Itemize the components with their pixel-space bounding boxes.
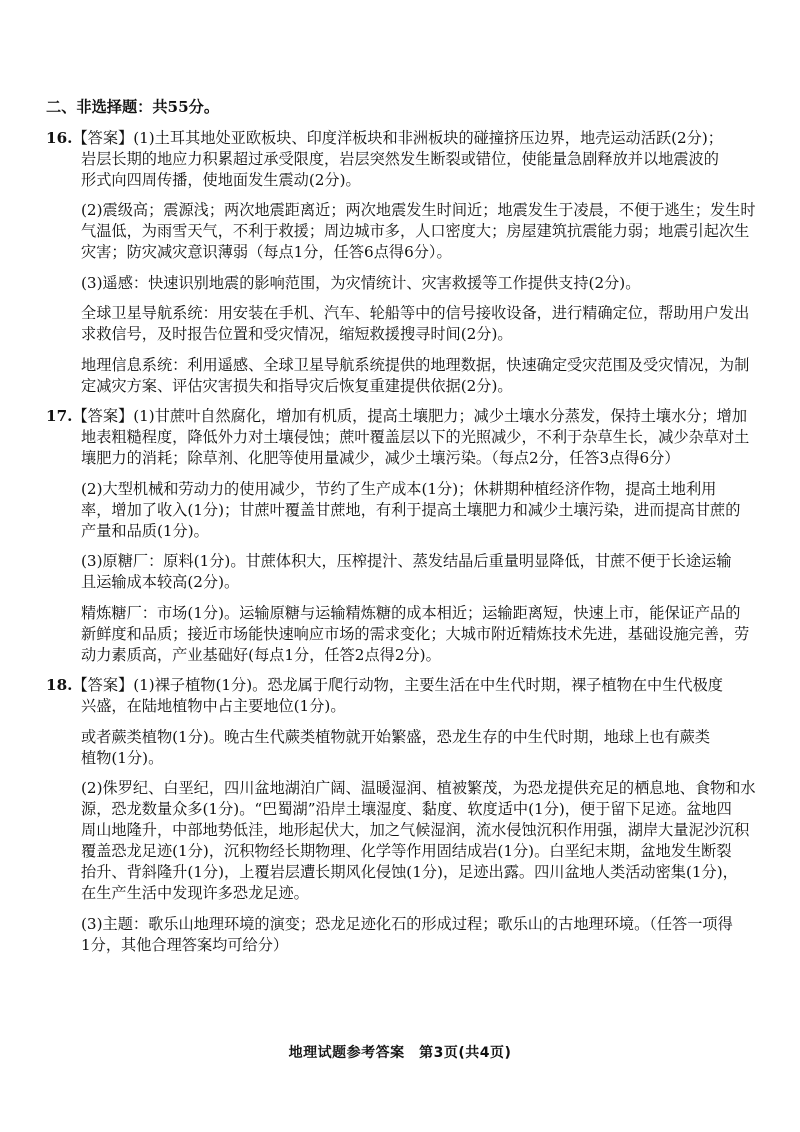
paragraph-gap xyxy=(46,666,766,676)
paragraph-gap xyxy=(46,345,766,355)
answer-page xyxy=(46,97,766,956)
question-number: 16. xyxy=(46,128,73,147)
section-title: 二、非选择题：共55分。 xyxy=(46,98,220,116)
paragraph-gap xyxy=(46,397,766,407)
line-text: 【答案】(1)甘蔗叶自然腐化，增加有机质，提高土壤肥力；减少土壤水分蒸发，保持土壤水分；增加 xyxy=(72,407,748,425)
text-line: 覆盖恐龙足迹(1分)，沉积物经长期物理、化学等作用固结成岩(1分)。白垩纪末期，盆地发生断裂 xyxy=(81,842,732,860)
text-line: 壤肥力的消耗；除草剂、化肥等使用量减少，减少土壤污染。（每点2分，任答3点得6分） xyxy=(81,449,680,467)
answer-paragraph xyxy=(46,727,766,769)
text-line: 新鲜度和品质；接近市场能快速响应市场的需求变化；大城市附近精炼技术先进，基础设施完善，劳 xyxy=(81,624,750,643)
text-line: 且运输成本较高(2分)。 xyxy=(81,573,240,591)
answer-paragraph xyxy=(46,778,766,904)
text-line: 定减灾方案、评估灾害损失和指导灾后恢复重建提供依据(2分)。 xyxy=(81,376,513,395)
paragraph-gap xyxy=(46,118,766,128)
text-line: 地表粗糙程度，降低外力对土壤侵蚀；蔗叶覆盖层以下的光照减少，不利于杂草生长，减少杂草对土 xyxy=(81,428,750,446)
text-line: 全球卫星导航系统：用安装在手机、汽车、轮船等中的信号接收设备，进行精确定位，帮助用户发出 xyxy=(81,304,750,322)
answer-paragraph xyxy=(46,914,766,956)
page-footer: 地理试题参考答案 第3页(共4页) xyxy=(288,1045,512,1061)
text-line: 率，增加了收入(1分)；甘蔗叶覆盖甘蔗地，有利于提高土壤肥力和减少土壤污染，进而提高甘蔗的 xyxy=(81,500,741,519)
questions-container xyxy=(46,118,766,956)
text-line: (2)侏罗纪、白垩纪，四川盆地湖泊广阔、温暖湿润、植被繁茂，为恐龙提供充足的栖息地、食物和水 xyxy=(81,779,756,797)
text-line: (2)震级高；震源浅；两次地震距离近；两次地震发生时间近；地震发生于凌晨，不便于逃生；发生时 xyxy=(81,201,756,219)
paragraph-gap xyxy=(46,294,766,304)
text-line: 岩层长期的地应力积累超过承受限度，岩层突然发生断裂或错位，使能量急剧释放并以地震波的 xyxy=(81,149,719,168)
line-text: 【答案】(1)土耳其地处亚欧板块、印度洋板块和非洲板块的碰撞挤压边界，地壳运动活跃(2分)； xyxy=(72,128,723,147)
text-line: (3)原糖厂：原料(1分)。甘蔗体积大，压榨提汁、蒸发结晶后重量明显降低，甘蔗不便于长途运输 xyxy=(81,552,732,570)
answer-paragraph xyxy=(46,273,766,294)
question-number: 18. xyxy=(46,676,73,694)
answer-paragraph xyxy=(46,200,766,263)
text-line: 形式向四周传播，使地面发生震动(2分)。 xyxy=(81,170,361,189)
text-line: 动力素质高，产业基础好(每点1分，任答2点得2分)。 xyxy=(81,645,441,664)
text-line: 1分，其他合理答案均可给分） xyxy=(81,935,289,954)
text-line: 产量和品质(1分)。 xyxy=(81,521,209,540)
text-line: 兴盛，在陆地植物中占主要地位(1分)。 xyxy=(81,697,346,715)
answer-paragraph xyxy=(46,406,766,469)
answer-paragraph xyxy=(46,675,766,717)
text-line xyxy=(46,675,766,696)
paragraph-gap xyxy=(46,469,766,479)
answer-paragraph xyxy=(46,479,766,542)
question-17 xyxy=(46,397,766,666)
text-line xyxy=(46,406,766,427)
paragraph-gap xyxy=(46,263,766,273)
text-line: 周山地隆升，中部地势低洼，地形起伏大，加之气候湿润，流水侵蚀沉积作用强，湖岸大量泥沙沉积 xyxy=(81,821,750,839)
text-line: 地理信息系统：利用遥感、全球卫星导航系统提供的地理数据，快速确定受灾范围及受灾情况，为制 xyxy=(81,355,750,374)
text-line: 源，恐龙数量众多(1分)。“巴蜀湖”沿岸土壤湿度、黏度、软度适中(1分)，便于留下足迹。盆地四 xyxy=(81,800,732,818)
answer-paragraph xyxy=(46,355,766,397)
answer-paragraph xyxy=(46,551,766,593)
text-line: 求救信号，及时报告位置和受灾情况，缩短救援搜寻时间(2分)。 xyxy=(81,325,513,343)
text-line: 精炼糖厂：市场(1分)。运输原糖与运输精炼糖的成本相近；运输距离短，快速上市，能保证产品的 xyxy=(81,603,741,622)
question-18 xyxy=(46,666,766,956)
paragraph-gap xyxy=(46,904,766,914)
text-line: 气温低，为雨雪天气，不利于救援；周边城市多，人口密度大；房屋建筑抗震能力弱；地震引起次生 xyxy=(81,222,750,240)
text-line: (3)主题：歌乐山地理环境的演变；恐龙足迹化石的形成过程；歌乐山的古地理环境。（任答一项得 xyxy=(81,914,733,933)
text-line: (3)遥感：快速识别地震的影响范围，为灾情统计、灾害救援等工作提供支持(2分)。 xyxy=(81,273,641,292)
paragraph-gap xyxy=(46,542,766,552)
text-line: 或者蕨类植物(1分)。晚古生代蕨类植物就开始繁盛，恐龙生存的中生代时期，地球上也有蕨类 xyxy=(81,727,711,746)
question-number: 17. xyxy=(46,407,73,425)
answer-paragraph xyxy=(46,303,766,345)
text-line: (2)大型机械和劳动力的使用减少，节约了生产成本(1分)；休耕期种植经济作物，提高土地利用 xyxy=(81,479,717,498)
text-line: 在生产生活中发现许多恐龙足迹。 xyxy=(81,884,309,902)
paragraph-gap xyxy=(46,191,766,201)
line-text: 【答案】(1)裸子植物(1分)。恐龙属于爬行动物，主要生活在中生代时期，裸子植物在中生代极度 xyxy=(72,676,723,694)
question-16 xyxy=(46,118,766,397)
answer-paragraph xyxy=(46,603,766,666)
text-line: 植物(1分)。 xyxy=(81,748,164,767)
paragraph-gap xyxy=(46,717,766,727)
paragraph-gap xyxy=(46,769,766,779)
answer-paragraph xyxy=(46,128,766,191)
paragraph-gap xyxy=(46,593,766,603)
text-line: 灾害；防灾减灾意识薄弱（每点1分，任答6点得6分）。 xyxy=(81,243,452,261)
text-line: 抬升、背斜隆升(1分)，上覆岩层遭长期风化侵蚀(1分)，足迹出露。四川盆地人类活动密集(1分)， xyxy=(81,863,738,881)
text-line xyxy=(46,128,766,149)
